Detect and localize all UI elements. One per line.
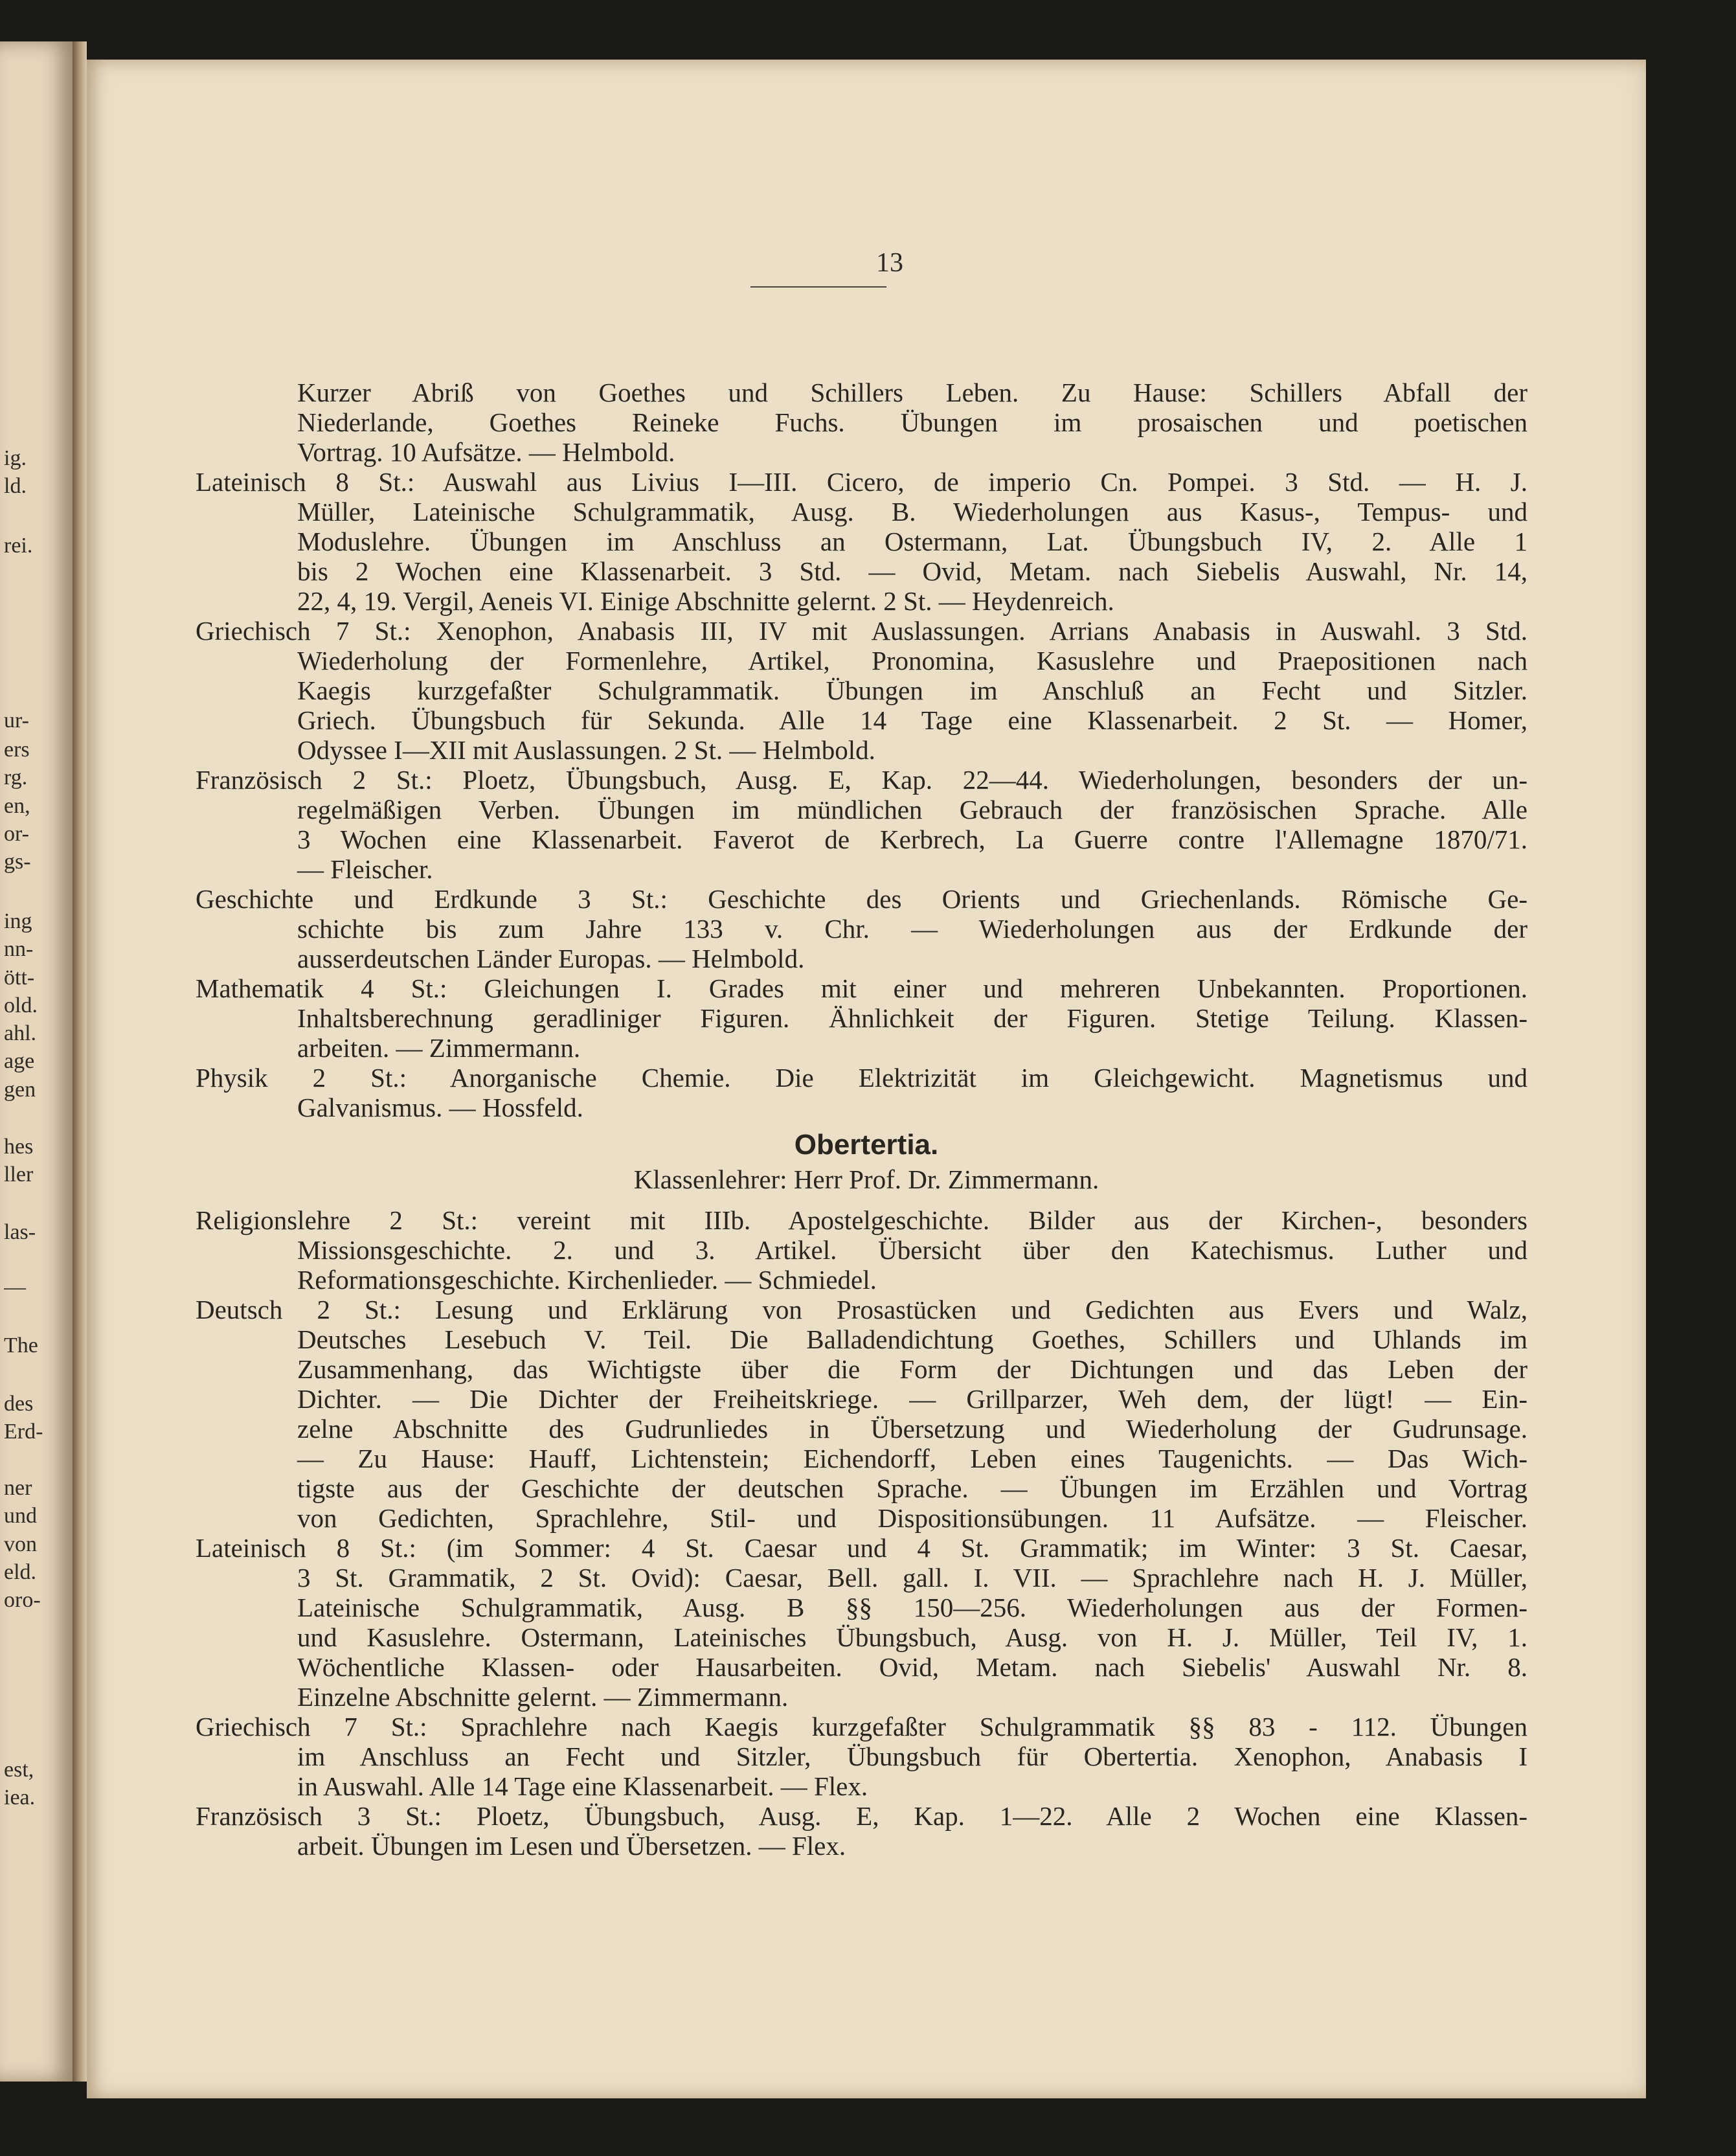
text-line: Physik 2 St.: Anorganische Chemie. Die Elektrizität im Gleichgewicht. Magnetismus und: [196, 1063, 1527, 1093]
left-fragment: gen: [4, 1078, 36, 1102]
text-line: — Fleischer.: [297, 854, 433, 884]
page-body: [87, 312, 1646, 1918]
text-line: arbeiten. — Zimmermann.: [297, 1033, 581, 1063]
text-line: Missionsgeschichte. 2. und 3. Artikel. Übersicht über den Katechismus. Luther und: [297, 1235, 1527, 1265]
text-line: Kurzer Abriß von Goethes und Schillers Leben. Zu Hause: Schillers Abfall der: [297, 378, 1527, 407]
left-fragment: or-: [4, 822, 29, 846]
text-line: — Zu Hause: Hauff, Lichtenstein; Eichendorff, Leben eines Taugenichts. — Das Wich-: [297, 1444, 1527, 1473]
section-heading: Obertertia.: [794, 1129, 939, 1161]
text-line: tigste aus der Geschichte der deutschen Sprache. — Übungen im Erzählen und Vortrag: [297, 1473, 1527, 1503]
text-line: Lateinisch 8 St.: Auswahl aus Livius I—III. Cicero, de imperio Cn. Pompei. 3 Std. — H. J.: [196, 467, 1527, 497]
left-fragment: und: [4, 1504, 37, 1528]
left-fragment: ahl.: [4, 1021, 37, 1045]
left-fragment: ött-: [4, 966, 35, 990]
text-line: Griechisch 7 St.: Xenophon, Anabasis III, IV mit Auslassungen. Arrians Anabasis in Auswahl. 3 Std.: [196, 616, 1527, 646]
text-line: zelne Abschnitte des Gudrunliedes in Übersetzung und Wiederholung der Gudrunsage.: [297, 1414, 1527, 1444]
left-fragment: ur-: [4, 709, 29, 732]
text-line: regelmäßigen Verben. Übungen im mündlichen Gebrauch der französischen Sprache. Alle: [297, 795, 1527, 824]
text-line: Reformationsgeschichte. Kirchenlieder. — Schmiedel.: [297, 1265, 877, 1295]
text-line: Deutsches Lesebuch V. Teil. Die Balladendichtung Goethes, Schillers und Uhlands im: [297, 1324, 1527, 1354]
left-fragment: ing: [4, 909, 32, 933]
left-fragment: en,: [4, 794, 30, 818]
text-line: im Anschluss an Fecht und Sitzler, Übungsbuch für Obertertia. Xenophon, Anabasis I: [297, 1742, 1527, 1771]
text-line: Wiederholung der Formenlehre, Artikel, Pronomina, Kasuslehre und Praepositionen nach: [297, 646, 1527, 675]
left-fragment: old.: [4, 993, 38, 1017]
left-fragment: ig.: [4, 446, 27, 470]
book-gutter: [73, 41, 87, 2082]
text-line: Dichter. — Die Dichter der Freiheitskriege. — Grillparzer, Weh dem, der lügt! — Ein-: [297, 1384, 1527, 1414]
text-line: 22, 4, 19. Vergil, Aeneis VI. Einige Abschnitte gelernt. 2 St. — Heydenreich.: [297, 586, 1114, 616]
left-fragment: age: [4, 1049, 35, 1073]
left-page-edge: [0, 41, 73, 2082]
text-line: Griechisch 7 St.: Sprachlehre nach Kaegis kurzgefaßter Schulgrammatik §§ 83 - 112. Übungen: [196, 1712, 1527, 1742]
text-line: Lateinisch 8 St.: (im Sommer: 4 St. Caesar und 4 St. Grammatik; im Winter: 3 St. Caesar,: [196, 1533, 1527, 1563]
text-line: 3 St. Grammatik, 2 St. Ovid): Caesar, Bell. gall. I. VII. — Sprachlehre nach H. J. Müller,: [297, 1563, 1527, 1593]
text-line: Lateinische Schulgrammatik, Ausg. B §§ 150—256. Wiederholungen aus der Formen-: [297, 1593, 1527, 1622]
page-number-rule: [750, 286, 886, 288]
left-fragment: rg.: [4, 766, 28, 789]
text-line: Kaegis kurzgefaßter Schulgrammatik. Übungen im Anschluß an Fecht und Sitzler.: [297, 675, 1527, 705]
left-fragment: ld.: [4, 474, 27, 498]
text-line: bis 2 Wochen eine Klassenarbeit. 3 Std. — Ovid, Metam. nach Siebelis Auswahl, Nr. 14,: [297, 556, 1527, 586]
text-line: Müller, Lateinische Schulgrammatik, Ausg. B. Wiederholungen aus Kasus-, Tempus- und: [297, 497, 1527, 527]
left-fragment: von: [4, 1532, 37, 1556]
text-line: Geschichte und Erdkunde 3 St.: Geschichte des Orients und Griechenlands. Römische Ge-: [196, 884, 1527, 914]
left-fragment: eld.: [4, 1560, 37, 1584]
left-fragment: ers: [4, 738, 30, 762]
text-line: Deutsch 2 St.: Lesung und Erklärung von Prosastücken und Gedichten aus Evers und Walz,: [196, 1295, 1527, 1324]
text-line: Religionslehre 2 St.: vereint mit IIIb. Apostelgeschichte. Bilder aus der Kirchen-, besonders: [196, 1205, 1527, 1235]
left-fragment: oro-: [4, 1588, 41, 1612]
text-line: Wöchentliche Klassen- oder Hausarbeiten. Ovid, Metam. nach Siebelis' Auswahl Nr. 8.: [297, 1652, 1527, 1682]
left-fragment: iea.: [4, 1786, 36, 1810]
left-fragment: ller: [4, 1163, 34, 1186]
page-number: 13: [876, 248, 903, 278]
text-line: Französisch 2 St.: Ploetz, Übungsbuch, Ausg. E, Kap. 22—44. Wiederholungen, besonders der un-: [196, 765, 1527, 795]
class-teacher-line: Klassenlehrer: Herr Prof. Dr. Zimmermann.: [633, 1164, 1099, 1194]
text-line: schichte bis zum Jahre 133 v. Chr. — Wiederholungen aus der Erdkunde der: [297, 914, 1527, 944]
text-line: Moduslehre. Übungen im Anschluss an Ostermann, Lat. Übungsbuch IV, 2. Alle 1: [297, 527, 1527, 556]
left-fragment: est,: [4, 1758, 34, 1782]
text-line: Niederlande, Goethes Reineke Fuchs. Übungen im prosaischen und poetischen: [297, 407, 1527, 437]
left-fragment: hes: [4, 1135, 34, 1159]
text-line: von Gedichten, Sprachlehre, Stil- und Dispositionsübungen. 11 Aufsätze. — Fleischer.: [297, 1503, 1527, 1533]
left-fragment: The: [4, 1333, 38, 1357]
left-fragment: gs-: [4, 850, 31, 874]
left-fragment: ner: [4, 1476, 32, 1500]
left-fragment: Erd-: [4, 1420, 43, 1444]
text-line: ausserdeutschen Länder Europas. — Helmbold.: [297, 944, 805, 973]
left-fragment: —: [4, 1275, 26, 1299]
left-fragment: rei.: [4, 534, 33, 558]
text-line: in Auswahl. Alle 14 Tage eine Klassenarbeit. — Flex.: [297, 1771, 868, 1801]
text-line: Griech. Übungsbuch für Sekunda. Alle 14 Tage eine Klassenarbeit. 2 St. — Homer,: [297, 705, 1527, 735]
text-line: Galvanismus. — Hossfeld.: [297, 1093, 583, 1122]
text-line: Zusammenhang, das Wichtigste über die Form der Dichtungen und das Leben der: [297, 1354, 1527, 1384]
text-line: arbeit. Übungen im Lesen und Übersetzen. — Flex.: [297, 1831, 846, 1861]
left-fragment: nn-: [4, 937, 34, 961]
text-line: Mathematik 4 St.: Gleichungen I. Grades mit einer und mehreren Unbekannten. Proportionen.: [196, 973, 1527, 1003]
text-line: Einzelne Abschnitte gelernt. — Zimmermann.: [297, 1682, 789, 1712]
text-line: Französisch 3 St.: Ploetz, Übungsbuch, Ausg. E, Kap. 1—22. Alle 2 Wochen eine Klassen-: [196, 1801, 1527, 1831]
text-line: und Kasuslehre. Ostermann, Lateinisches Übungsbuch, Ausg. von H. J. Müller, Teil IV, 1.: [297, 1622, 1527, 1652]
left-fragment: des: [4, 1392, 34, 1416]
left-fragment: las-: [4, 1220, 36, 1244]
document-page: [87, 60, 1646, 2098]
text-line: Odyssee I—XII mit Auslassungen. 2 St. — Helmbold.: [297, 735, 875, 765]
text-line: Inhaltsberechnung geradliniger Figuren. Ähnlichkeit der Figuren. Stetige Teilung. Klassen-: [297, 1003, 1527, 1033]
text-line: 3 Wochen eine Klassenarbeit. Faverot de Kerbrech, La Guerre contre l'Allemagne 1870/71.: [297, 824, 1527, 854]
text-line: Vortrag. 10 Aufsätze. — Helmbold.: [297, 437, 675, 467]
